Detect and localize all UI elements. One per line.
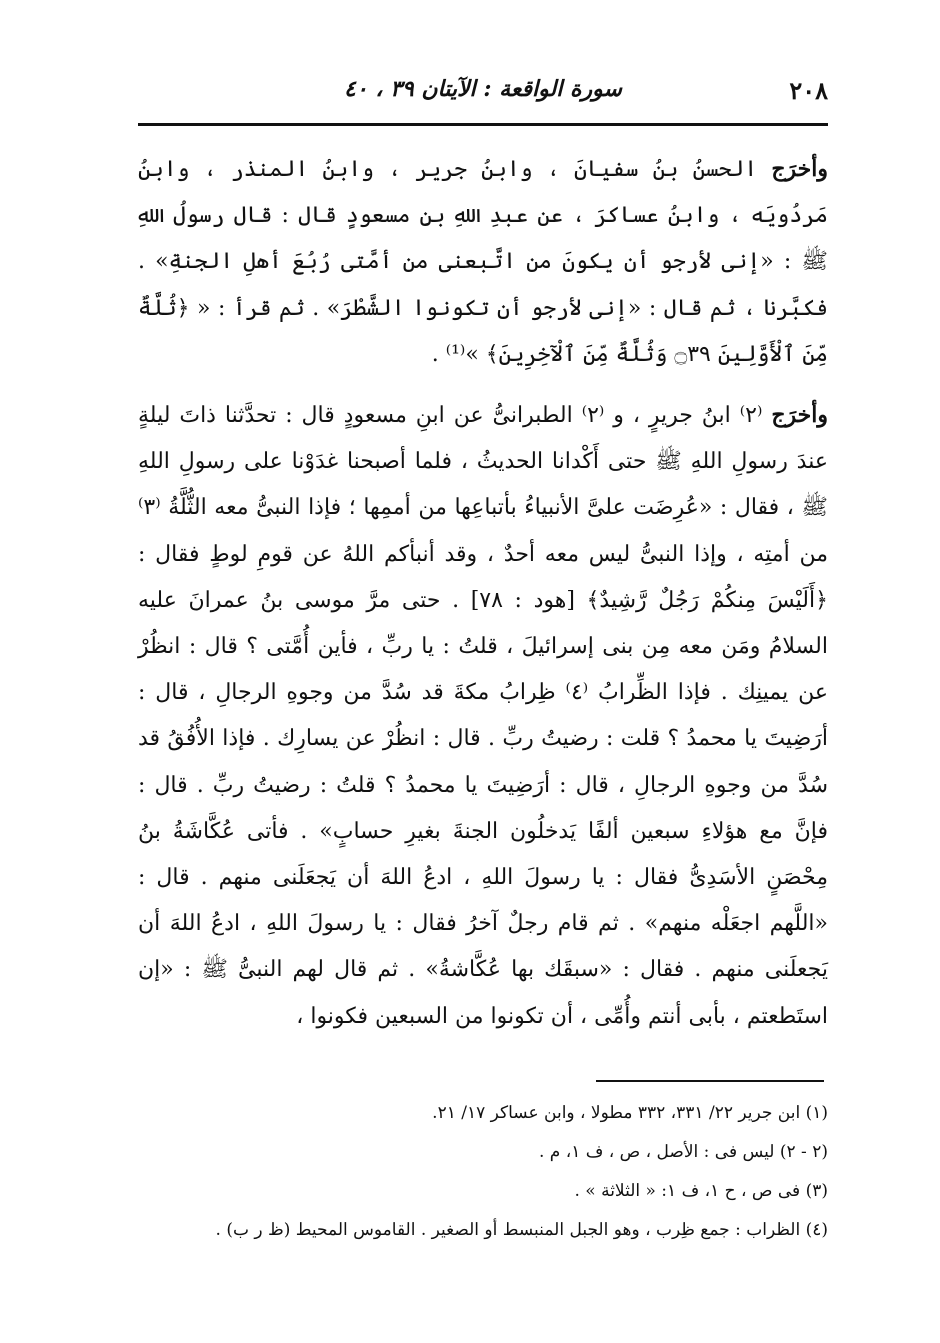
paragraph-lead: وأخرَج xyxy=(771,402,828,429)
paragraph-2 xyxy=(138,392,828,1040)
page-header xyxy=(138,76,828,116)
page-number: ٢٠٨ xyxy=(789,76,828,105)
footnote-rule xyxy=(596,1080,824,1082)
footnotes xyxy=(138,1094,828,1250)
footnote-3: (٣) فى ص ، ح ١، ف ١: « الثلاثة » . xyxy=(574,1181,828,1201)
paragraph-text: ⁽٢⁾ ابنُ جريرٍ ، و ⁽٢⁾ الطبرانىُّ عن ابنِ مسعودٍ قال : تحدَّثنا ذاتَ ليلةٍ عندَ رسولِ اللهِ ﷺ حتى أَكْدانا الحديثُ ، فلما أصبحنا غدَوْنا على رسولِ اللهِ ﷺ ، فقال : «عُرِضَت علىَّ الأنبياءُ بأتباعِها من أممِها ؛ فإذا النبىُّ معه الثُّلَّةُ ⁽٣⁾ من أمتِه ، وإذا النبىُّ ليس معه أحدٌ ، وقد أنبأكم اللهُ عن قومِ لوطٍ فقال : ﴿أَلَيْسَ مِنكُمْ رَجُلٌ رَّشِيدٌ﴾ [هود : ٧٨] . حتى مرَّ موسى بنُ عمرانَ عليه السلامُ ومَن معه مِن بنى إسرائيلَ ، قلتُ : يا ربِّ ، فأين أُمَّتى ؟ قال : انظُرْ عن يمينِك . فإذا الظِّرابُ ⁽٤⁾ ظِرابُ مكةَ قد سُدَّ من وجوهِ الرجالِ ، قال : أرَضِيتَ يا محمدُ ؟ قلت : رضيتُ ربِّ . قال : انظُرْ عن يسارِك . فإذا الأُفُقُ قد سُدَّ من وجوهِ الرجالِ ، قال : أرَضِيتَ يا محمدُ ؟ قلتُ : رضيتُ ربِّ . قال : فإنَّ مع هؤلاءِ سبعين ألفًا يَدخلُون الجنةَ بغيرِ حسابٍ» . فأتى عُكَّاشَةُ بنُ مِحْصَنٍ الأسَدِىُّ فقال : يا رسولَ اللهِ ، ادعُ اللهَ أن يَجعَلَنى منهم . قال : «اللَّهم اجعَلْه منهم» . ثم قام رجلٌ آخرُ فقال : يا رسولَ اللهِ ، ادعُ اللهَ أن يَجعلَنى منهم . فقال : «سبقَك بها عُكَّاشةُ» . ثم قال لهم النبىُّ ﷺ : «إن استَطعتم ، بأبى أنتم وأُمِّى ، أن تكونوا من السبعين فكونوا ، xyxy=(138,403,829,1029)
paragraph-lead: وأخرَج xyxy=(771,156,828,182)
footnote-4: (٤) الظراب : جمع ظِرب ، وهو الجبل المنبسط أو الصغير . القاموس المحيط (ظ ر ب) . xyxy=(215,1220,828,1240)
footnote-2: (٢ - ٢) ليس فى : الأصل ، ص ، ف ١، م . xyxy=(538,1142,828,1162)
main-text xyxy=(138,146,828,1054)
header-rule xyxy=(138,123,828,126)
running-title: سورة الواقعة : الآيتان ٣٩ ، ٤٠ xyxy=(344,76,622,102)
paragraph-text: الحسنُ بنُ سفيانَ ، وابنُ جرير ، وابنُ المنذر ، وابنُ مَردُويَه ، وابنُ عساكرَ ، عن عبدِ اللهِ بنِ مسعودٍ قال : قال رسولُ اللهِ ﷺ : «إنى لأرجو أن يكونَ من اتَّبعنى من أمَّتى رُبُعَ أهلِ الجنةِ» . فكبَّرنا ، ثم قال : «إنى لأرجو أن تكونوا الشَّطْرَ» . ثم قرأ : « ﴿ثُلَّةٌ مِّنَ ٱلْأَوَّلِينَ ۝٣٩ وَثُلَّةٌ مِّنَ ٱلْآخِرِينَ﴾ »⁽¹⁾ . xyxy=(138,157,829,367)
footnote-1: (١) ابن جرير ٢٢/ ٣٣١، ٣٣٢ مطولا ، وابن عساكر ١٧/ ٢١. xyxy=(432,1103,828,1123)
paragraph-1 xyxy=(138,146,828,378)
